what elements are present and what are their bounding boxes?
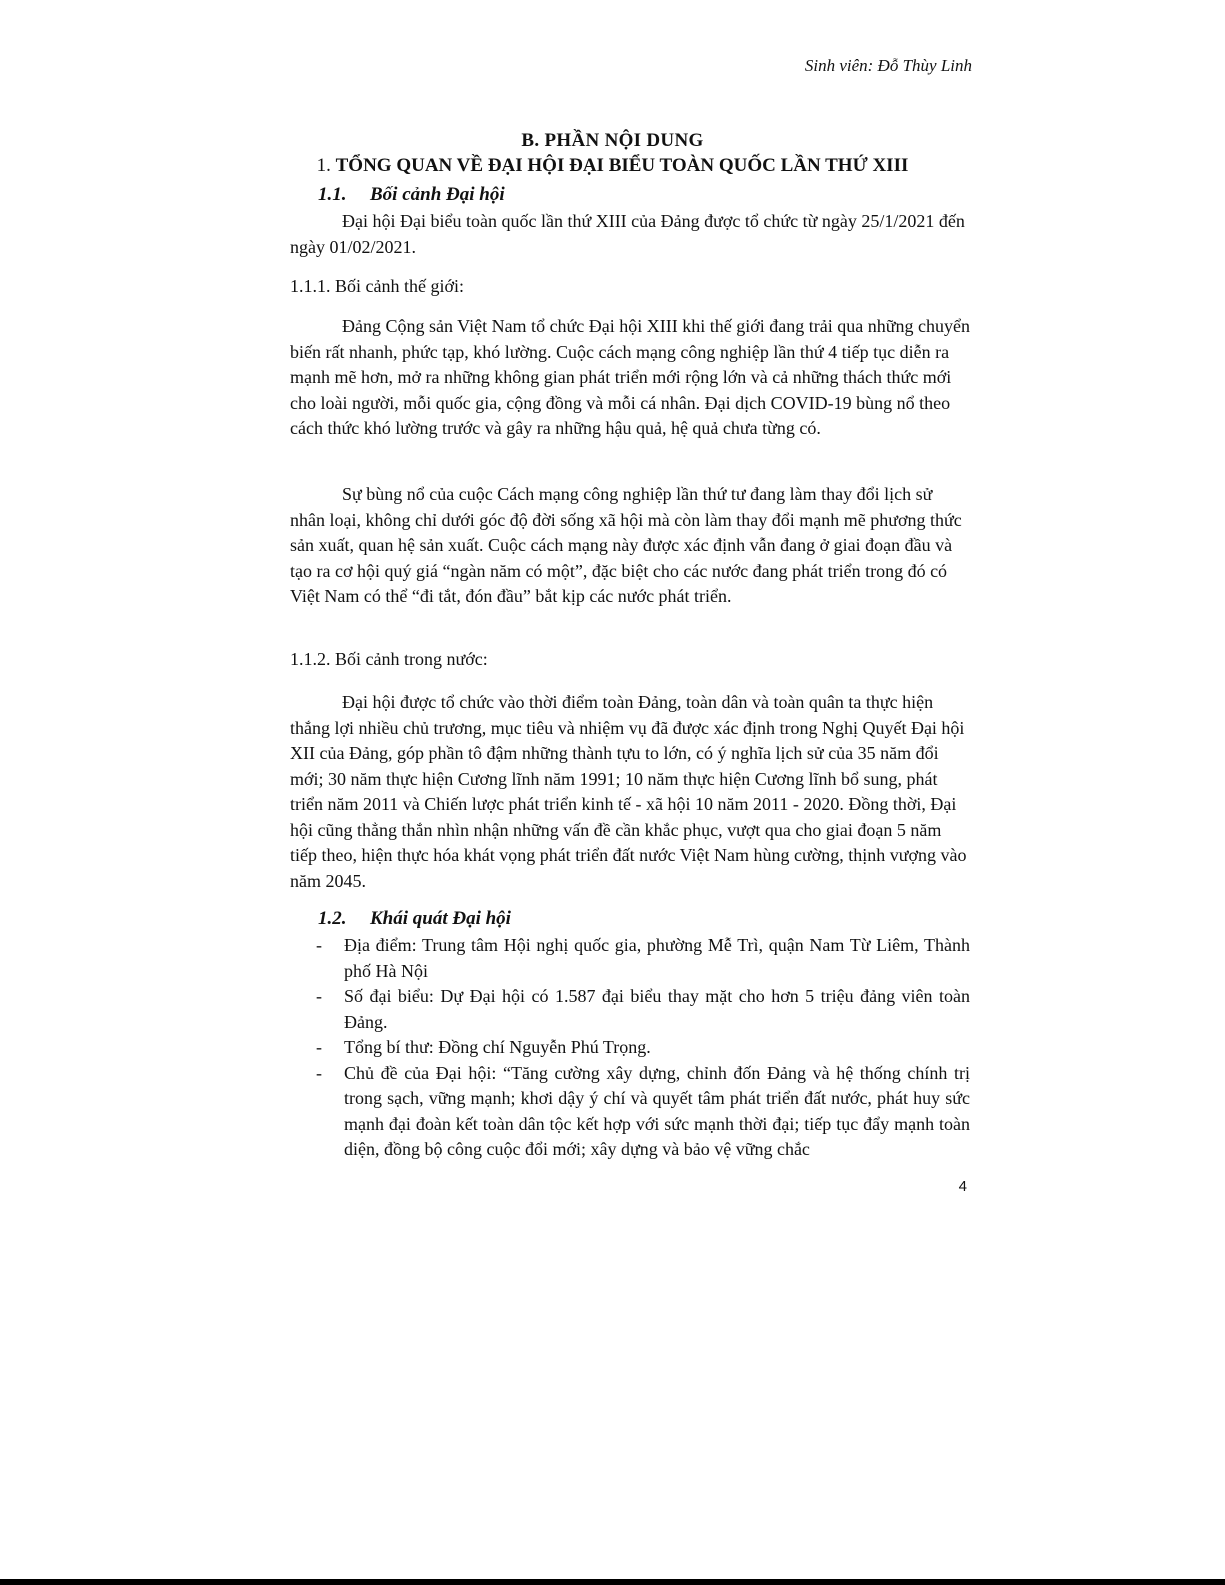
bullet-text-location: Địa điểm: Trung tâm Hội nghị quốc gia, phường Mễ Trì, quận Nam Từ Liêm, Thành phố Hà Nội: [344, 935, 970, 981]
overview-bullet-list: [290, 933, 970, 1163]
bullet-text-secretary: Tổng bí thư: Đồng chí Nguyễn Phú Trọng.: [344, 1037, 651, 1057]
list-item: [290, 984, 970, 1035]
page-number: 4: [958, 1178, 967, 1195]
heading-1-1-title: Bối cảnh Đại hội: [370, 184, 505, 205]
list-item: [290, 1061, 970, 1163]
bullet-text-delegates: Số đại biểu: Dự Đại hội có 1.587 đại biểu thay mặt cho hơn 5 triệu đảng viên toàn Đảng.: [344, 986, 970, 1032]
heading-1-1-1: 1.1.1. Bối cảnh thế giới:: [290, 276, 464, 296]
bullet-marker: -: [316, 935, 322, 955]
list-item: [290, 1035, 970, 1061]
bullet-marker: -: [316, 986, 322, 1006]
heading-1-1: [318, 184, 505, 206]
list-item: [290, 933, 970, 984]
intro-paragraph: Đại hội Đại biểu toàn quốc lần thứ XIII của Đảng được tổ chức từ ngày 25/1/2021 đến ngày 01/02/2021.: [290, 211, 965, 257]
heading-1-1-2: 1.1.2. Bối cảnh trong nước:: [290, 649, 488, 669]
bullet-marker: -: [316, 1037, 322, 1057]
heading-1-2-title: Khái quát Đại hội: [370, 908, 511, 929]
bullet-marker: -: [316, 1062, 322, 1083]
world-context-paragraph-2: Sự bùng nổ của cuộc Cách mạng công nghiệp lần thứ tư đang làm thay đổi lịch sử nhân loại, không chỉ dưới góc độ đời sống xã hội mà còn làm thay đổi mạnh mẽ phương thức sản xuất, quan hệ sản xuất. Cuộc cách mạng này được xác định vẫn đang ở giai đoạn đầu và tạo ra cơ hội quý giá “ngàn năm có một”, đặc biệt cho các nước đang phát triển trong đó có Việt Nam có thể “đi tắt, đón đầu” bắt kịp các nước phát triển.: [290, 484, 962, 606]
section-title: B. PHẦN NỘI DUNG: [521, 130, 704, 151]
heading-1-2-number: 1.2.: [318, 908, 347, 929]
domestic-context-paragraph: Đại hội được tổ chức vào thời điểm toàn Đảng, toàn dân và toàn quân ta thực hiện thắng lợi nhiều chủ trương, mục tiêu và nhiệm vụ đã được xác định trong Nghị Quyết Đại hội XII của Đảng, góp phần tô đậm những thành tựu to lớn, có ý nghĩa lịch sử của 35 năm đổi mới; 30 năm thực hiện Cương lĩnh năm 1991; 10 năm thực hiện Cương lĩnh bổ sung, phát triển năm 2011 và Chiến lược phát triển kinh tế - xã hội 10 năm 2011 - 2020. Đồng thời, Đại hội cũng thẳng thắn nhìn nhận những vấn đề cần khắc phục, vượt qua cho giai đoạn 5 năm tiếp theo, hiện thực hóa khát vọng phát triển đất nước Việt Nam hùng cường, thịnh vượng vào năm 2045.: [290, 692, 967, 891]
chapter-title-text: TỔNG QUAN VỀ ĐẠI HỘI ĐẠI BIỂU TOÀN QUỐC LẦN THỨ XIII: [335, 155, 909, 176]
chapter-title: [0, 155, 1225, 177]
heading-1-1-number: 1.1.: [318, 184, 347, 205]
world-context-paragraph-1: Đảng Cộng sản Việt Nam tổ chức Đại hội XIII khi thế giới đang trải qua những chuyển biến rất nhanh, phức tạp, khó lường. Cuộc cách mạng công nghiệp lần thứ 4 tiếp tục diễn ra mạnh mẽ hơn, mở ra những không gian phát triển mới rộng lớn và cả những thách thức mới cho loài người, mỗi quốc gia, cộng đồng và mỗi cá nhân. Đại dịch COVID-19 bùng nổ theo cách thức khó lường trước và gây ra những hậu quả, hệ quả chưa từng có.: [290, 316, 970, 438]
chapter-number: 1.: [316, 155, 331, 176]
header-author: Sinh viên: Đỗ Thùy Linh: [804, 56, 972, 75]
bullet-text-theme: Chủ đề của Đại hội: “Tăng cường xây dựng, chỉnh đốn Đảng và hệ thống chính trị trong sạch, vững mạnh; khơi dậy ý chí và quyết tâm phát triển đất nước, phát huy sức mạnh đại đoàn kết toàn dân tộc kết hợp với sức mạnh thời đại; tiếp tục đẩy mạnh toàn diện, đồng bộ công cuộc đổi mới; xây dựng và bảo vệ vững chắc: [344, 1062, 970, 1159]
heading-1-2: [318, 908, 511, 930]
bottom-rule: [0, 1579, 1225, 1585]
